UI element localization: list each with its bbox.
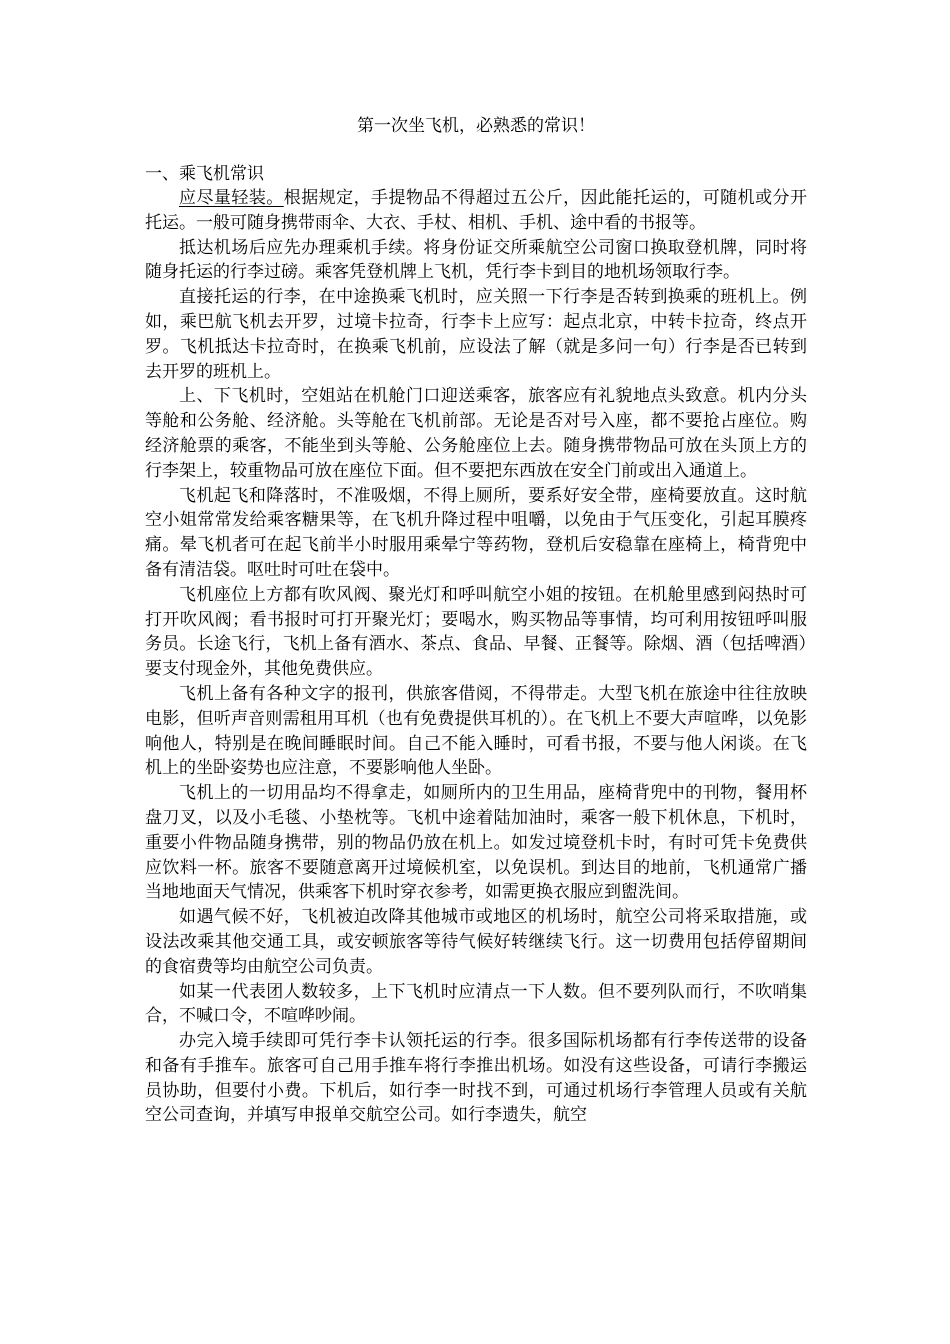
paragraph-11: 办完入境手续即可凭行李卡认领托运的行李。很多国际机场都有行李传送带的设备和备有手推车。旅客可自己用手推车将行李推出机场。如没有这些设备，可请行李搬运员协助，但要付小费。下机后，如行李一时找不到，可通过机场行李管理人员或有关航空公司查询，并填写申报单交航空公司。如行李遗失，航空: [145, 1031, 807, 1126]
section-heading: 一、乘飞机常识: [145, 164, 264, 184]
paragraph-8: 飞机上的一切用品均不得拿走，如厕所内的卫生用品，座椅背兜中的刊物，餐用杯盘刀叉，以及小毛毯、小垫枕等。飞机中途着陆加油时，乘客一般下机休息，下机时，重要小件物品随身携带，别的物品仍放在机上。如发过境登机卡时，有时可凭卡免费供应饮料一杯。旅客不要随意离开过境候机室，以免误机。到达目的地前，飞机通常广播当地地面天气情况，供乘客下机时穿衣参考，如需更换衣服应到盥洗间。: [145, 783, 807, 903]
paragraph-3: 直接托运的行李，在中途换乘飞机时，应关照一下行李是否转到换乘的班机上。例如，乘巴航飞机去开罗，过境卡拉奇，行李卡上应写：起点北京，中转卡拉奇，终点开罗。飞机抵达卡拉奇时，在换乘飞机前，应设法了解（就是多问一句）行李是否已转到去开罗的班机上。: [145, 287, 807, 382]
document-title: 第一次坐飞机，必熟悉的常识！: [357, 116, 595, 136]
document-body: [145, 114, 807, 1128]
paragraph-10: 如某一代表团人数较多，上下飞机时应清点一下人数。但不要列队而行，不吹哨集合，不喊口令，不喧哗吵闹。: [145, 981, 807, 1027]
paragraph-1: [145, 186, 807, 236]
underlined-phrase: 应尽量轻装。: [179, 188, 284, 208]
paragraph-1-text: 根据规定，手提物品不得超过五公斤，因此能托运的，可随机或分开托运。一般可随身携带雨伞、大衣、手杖、相机、手机、途中看的书报等。: [145, 188, 808, 233]
paragraph-4: 上、下飞机时，空姐站在机舱门口迎送乘客，旅客应有礼貌地点头致意。机内分头等舱和公务舱、经济舱。头等舱在飞机前部。无论是否对号入座，都不要抢占座位。购经济舱票的乘客，不能坐到头等舱、公务舱座位上去。随身携带物品可放在头顶上方的行李架上，较重物品可放在座位下面。但不要把东西放在安全门前或出入通道上。: [145, 386, 807, 481]
paragraph-2: 抵达机场后应先办理乘机手续。将身份证交所乘航空公司窗口换取登机牌，同时将随身托运的行李过磅。乘客凭登机牌上飞机，凭行李卡到目的地机场领取行李。: [145, 237, 807, 283]
paragraph-6: 飞机座位上方都有吹风阀、聚光灯和呼叫航空小姐的按钮。在机舱里感到闷热时可打开吹风阀；看书报时可打开聚光灯；要喝水，购买物品等事情，均可利用按钮呼叫服务员。长途飞行，飞机上备有酒水、茶点、食品、早餐、正餐等。除烟、酒（包括啤酒）要支付现金外，其他免费供应。: [145, 584, 807, 680]
paragraph-5: 飞机起飞和降落时，不准吸烟，不得上厕所，要系好安全带，座椅要放直。这时航空小姐常常发给乘客糖果等，在飞机升降过程中咀嚼，以免由于气压变化，引起耳膜疼痛。晕飞机者可在起飞前半小时服用乘晕宁等药物，登机后安稳靠在座椅上，椅背兜中备有清洁袋。呕吐时可吐在袋中。: [145, 485, 807, 580]
paragraph-9: 如遇气候不好，飞机被迫改降其他城市或地区的机场时，航空公司将采取措施，或设法改乘其他交通工具，或安顿旅客等待气候好转继续飞行。这一切费用包括停留期间的食宿费等均由航空公司负责。: [145, 907, 807, 977]
paragraph-7: 飞机上备有各种文字的报刊，供旅客借阅，不得带走。大型飞机在旅途中往往放映电影，但听声音则需租用耳机（也有免费提供耳机的）。在飞机上不要大声喧哗，以免影响他人，特别是在晚间睡眠时间。自己不能入睡时，可看书报，不要与他人闲谈。在飞机上的坐卧姿势也应注意，不要影响他人坐卧。: [145, 683, 807, 779]
